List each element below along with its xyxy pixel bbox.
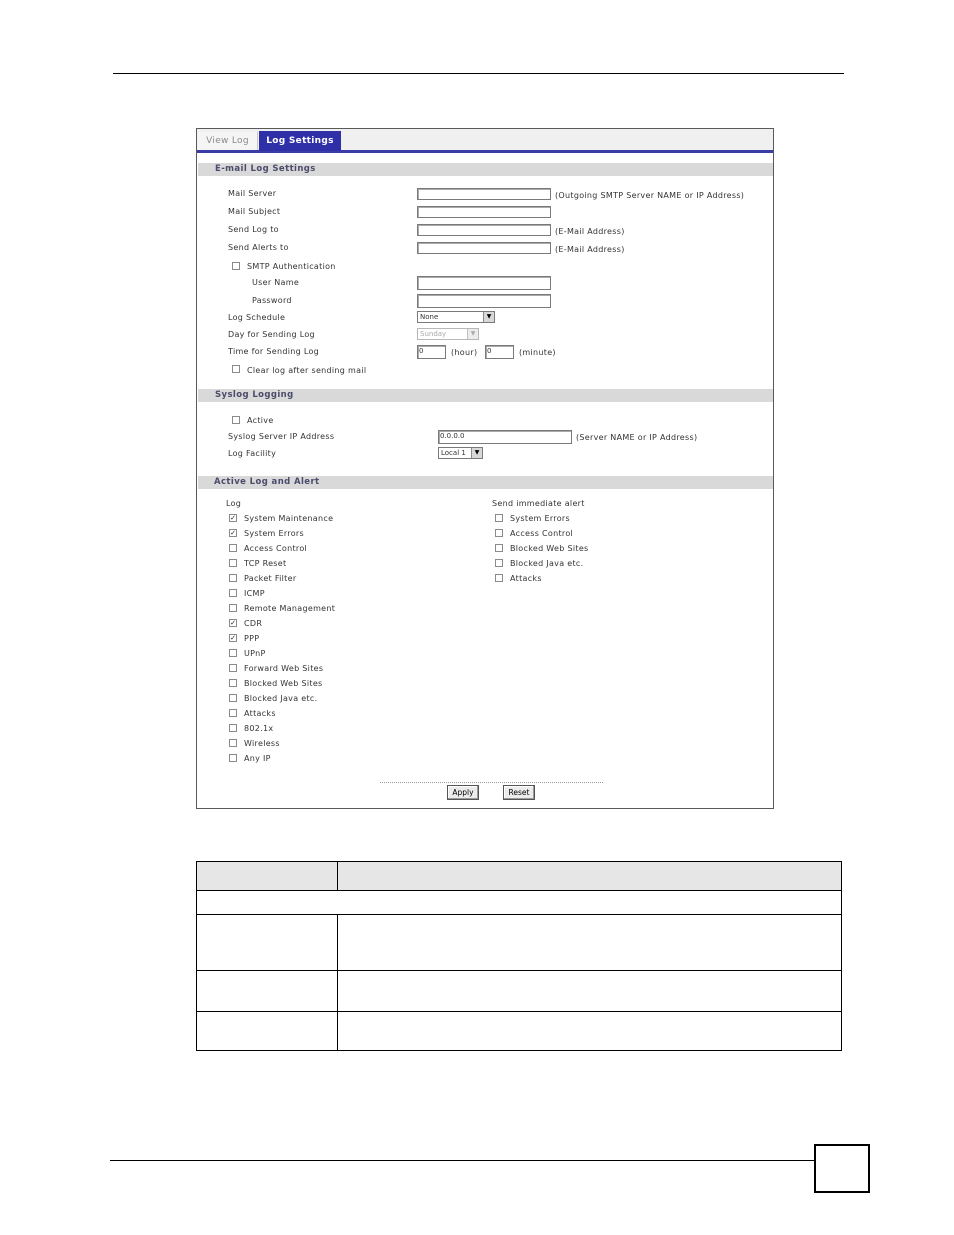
log-item-label: CDR (244, 619, 263, 628)
log-item-checkbox[interactable] (229, 559, 237, 567)
table-row-divider (197, 1011, 841, 1012)
day-for-sending-value: Sunday (420, 330, 447, 338)
log-item-label: Remote Management (244, 604, 336, 613)
tab-view-log[interactable]: View Log (198, 132, 258, 150)
mail-server-hint: (Outgoing SMTP Server NAME or IP Address) (555, 191, 745, 200)
email-log-settings-header: E-mail Log Settings (198, 163, 773, 176)
alert-item-checkbox[interactable] (495, 529, 503, 537)
log-item-label: Blocked Java etc. (244, 694, 318, 703)
chevron-down-icon: ▼ (467, 329, 478, 339)
log-settings-panel (196, 128, 774, 809)
send-log-to-input[interactable] (417, 224, 551, 236)
table-row-divider (197, 970, 841, 971)
apply-button[interactable]: Apply (447, 785, 479, 800)
log-item-label: UPnP (244, 649, 266, 658)
alert-item-label: Access Control (510, 529, 574, 538)
smtp-auth-checkbox[interactable] (232, 262, 240, 270)
syslog-active-label: Active (247, 416, 274, 425)
password-input[interactable] (417, 294, 551, 308)
smtp-auth-label: SMTP Authentication (247, 262, 336, 271)
log-facility-select[interactable] (438, 447, 483, 459)
send-log-to-hint: (E-Mail Address) (555, 227, 625, 236)
mail-subject-input[interactable] (417, 206, 551, 218)
log-item-checkbox[interactable] (229, 724, 237, 732)
table-header-divider (337, 862, 338, 890)
alert-item-label: Attacks (510, 574, 542, 583)
page-number-box (814, 1144, 870, 1193)
log-item-checkbox[interactable] (229, 754, 237, 762)
reset-button[interactable]: Reset (503, 785, 535, 800)
user-name-input[interactable] (417, 276, 551, 290)
alert-item-label: System Errors (510, 514, 570, 523)
syslog-server-ip-input[interactable]: 0.0.0.0 (438, 430, 572, 444)
day-for-sending-label: Day for Sending Log (228, 330, 315, 339)
log-item-label: System Maintenance (244, 514, 334, 523)
minute-input[interactable]: 0 (485, 345, 514, 359)
footer-rule (110, 1160, 814, 1161)
chevron-down-icon: ▼ (483, 312, 494, 322)
alert-item-label: Blocked Web Sites (510, 544, 589, 553)
alert-item-checkbox[interactable] (495, 514, 503, 522)
log-item-label: Packet Filter (244, 574, 297, 583)
password-label: Password (252, 296, 292, 305)
log-item-checkbox[interactable]: ✓ (230, 514, 236, 522)
mail-server-label: Mail Server (228, 189, 277, 198)
log-item-label: 802.1x (244, 724, 274, 733)
button-divider (380, 782, 603, 783)
log-facility-label: Log Facility (228, 449, 277, 458)
table-header-row (197, 862, 841, 891)
header-rule (113, 73, 844, 74)
log-item-label: Forward Web Sites (244, 664, 324, 673)
syslog-logging-header: Syslog Logging (198, 389, 773, 402)
minute-unit-label: (minute) (519, 348, 556, 357)
log-column-header: Log (226, 499, 242, 508)
alert-item-checkbox[interactable] (495, 544, 503, 552)
mail-subject-label: Mail Subject (228, 207, 281, 216)
log-facility-value: Local 1 (441, 449, 466, 457)
log-item-checkbox[interactable] (229, 574, 237, 582)
log-item-label: Wireless (244, 739, 280, 748)
log-item-label: Access Control (244, 544, 308, 553)
syslog-server-ip-label: Syslog Server IP Address (228, 432, 335, 441)
log-item-label: PPP (244, 634, 260, 643)
alert-column-header: Send immediate alert (492, 499, 585, 508)
log-item-checkbox[interactable] (229, 679, 237, 687)
log-item-checkbox[interactable] (229, 589, 237, 597)
day-for-sending-select[interactable] (417, 328, 479, 340)
log-item-checkbox[interactable] (229, 709, 237, 717)
log-item-label: Any IP (244, 754, 271, 763)
log-item-checkbox[interactable]: ✓ (230, 634, 236, 642)
log-schedule-label: Log Schedule (228, 313, 286, 322)
alert-item-checkbox[interactable] (495, 574, 503, 582)
log-item-label: System Errors (244, 529, 304, 538)
log-item-checkbox[interactable] (229, 694, 237, 702)
user-name-label: User Name (252, 278, 300, 287)
log-item-checkbox[interactable] (229, 739, 237, 747)
log-item-label: TCP Reset (244, 559, 287, 568)
log-item-checkbox[interactable] (229, 649, 237, 657)
active-log-alert-header: Active Log and Alert (198, 476, 773, 489)
send-alerts-to-input[interactable] (417, 242, 551, 254)
log-item-checkbox[interactable]: ✓ (230, 529, 236, 537)
log-item-label: ICMP (244, 589, 265, 598)
time-for-sending-label: Time for Sending Log (228, 347, 320, 356)
log-item-checkbox[interactable] (229, 664, 237, 672)
hour-input[interactable]: 0 (417, 345, 446, 359)
syslog-server-ip-hint: (Server NAME or IP Address) (576, 433, 698, 442)
send-alerts-to-hint: (E-Mail Address) (555, 245, 625, 254)
clear-log-label: Clear log after sending mail (247, 366, 367, 375)
chevron-down-icon: ▼ (471, 448, 482, 458)
send-alerts-to-label: Send Alerts to (228, 243, 289, 252)
log-item-checkbox[interactable] (229, 604, 237, 612)
mail-server-input[interactable] (417, 188, 551, 200)
clear-log-checkbox[interactable] (232, 365, 240, 373)
log-schedule-value: None (420, 313, 439, 321)
tab-bar (197, 129, 773, 153)
log-item-checkbox[interactable]: ✓ (230, 619, 236, 627)
alert-item-label: Blocked Java etc. (510, 559, 584, 568)
description-table (196, 861, 842, 1051)
log-item-label: Blocked Web Sites (244, 679, 323, 688)
log-item-checkbox[interactable] (229, 544, 237, 552)
log-schedule-select[interactable] (417, 311, 495, 323)
hour-unit-label: (hour) (451, 348, 478, 357)
send-log-to-label: Send Log to (228, 225, 279, 234)
tab-log-settings[interactable]: Log Settings (259, 131, 341, 151)
syslog-active-checkbox[interactable] (232, 416, 240, 424)
table-column-divider (337, 914, 338, 1050)
alert-item-checkbox[interactable] (495, 559, 503, 567)
log-item-label: Attacks (244, 709, 276, 718)
table-row-divider (197, 914, 841, 915)
